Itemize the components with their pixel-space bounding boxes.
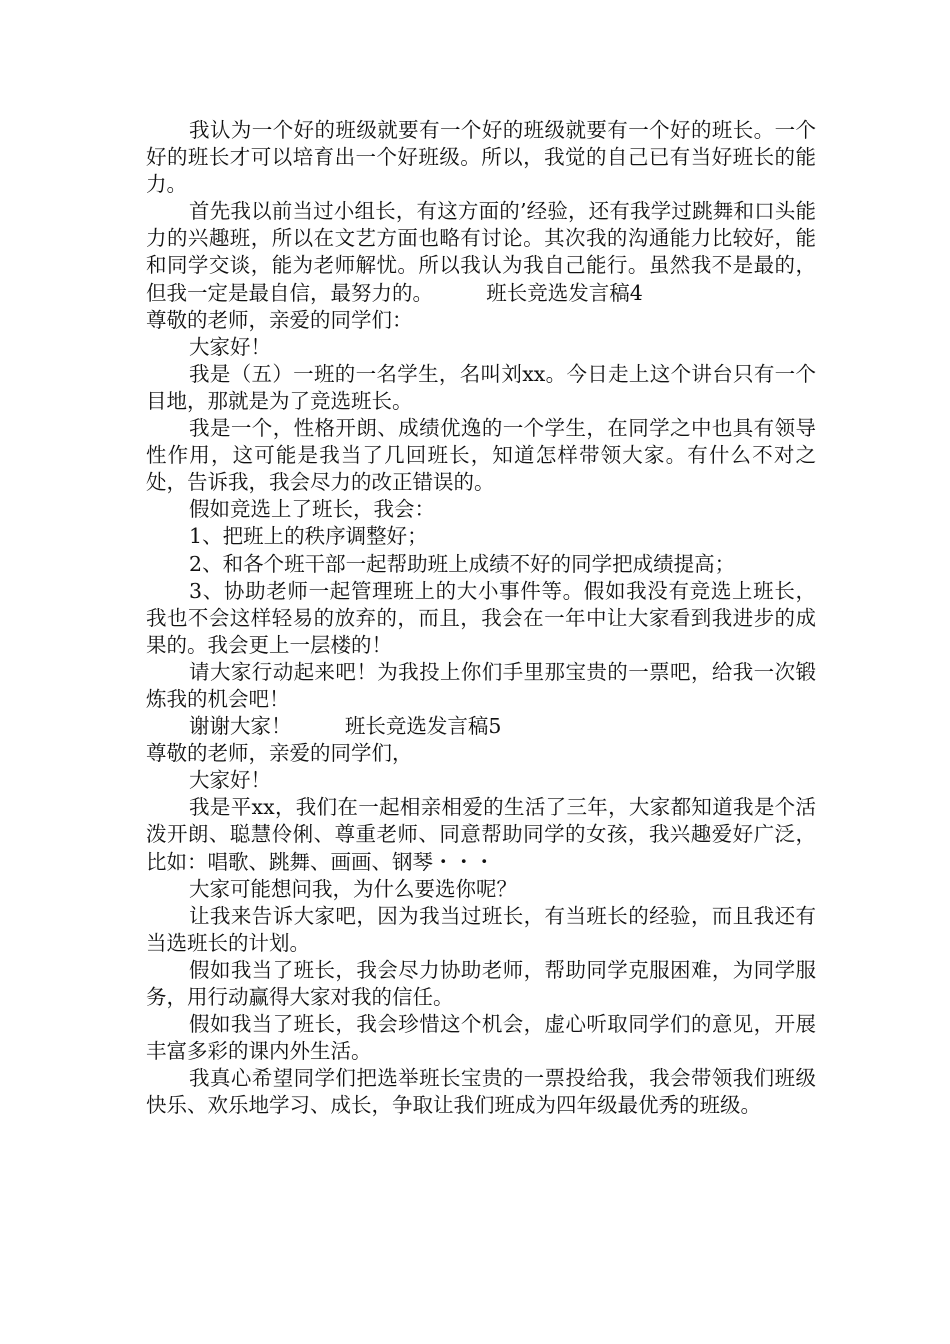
paragraph-19 [146,1011,816,1065]
paragraph-6 [146,415,816,496]
paragraph-text: 1、把班上的秩序调整好； [189,524,428,549]
paragraph-text: 尊敬的老师，亲爱的同学们， [146,741,413,766]
paragraph-text: 谢谢大家！ [189,714,292,739]
salutation-2 [146,740,816,767]
paragraph-text: 大家好！ [189,334,272,359]
paragraph-text: 尊敬的老师，亲爱的同学们： [146,307,413,332]
list-item-1 [146,523,816,550]
greeting-1 [146,334,816,361]
paragraph-12 [146,713,816,740]
paragraph-20 [146,1065,816,1119]
paragraph-text: 3、协助老师一起管理班上的大小事件等。假如我没有竞选上班长，我也不会这样轻易的放弃的，而且，我会在一年中让大家看到我进步的成果的。我会更上一层楼的！ [146,578,816,657]
paragraph-text: 让我来告诉大家吧，因为我当过班长，有当班长的经验，而且我还有当选班长的计划。 [146,903,816,955]
paragraph-text: 我认为一个好的班级就要有一个好的班级就要有一个好的班长。一个好的班长才可以培育出一个好班级。所以，我觉的自己已有当好班长的能力。 [146,118,816,197]
list-item-2 [146,551,816,578]
paragraph-text: 假如竞选上了班长，我会： [189,497,436,522]
paragraph-17 [146,903,816,957]
paragraph-text: 我是平xx，我们在一起相亲相爱的生活了三年，大家都知道我是个活泼开朗、聪慧伶俐、尊重老师、同意帮助同学的女孩，我兴趣爱好广泛，比如：唱歌、跳舞、画画、钢琴・・・ [146,795,816,874]
paragraph-text: 我真心希望同学们把选举班长宝贵的一票投给我，我会带领我们班级快乐、欢乐地学习、成长，争取让我们班成为四年级最优秀的班级。 [146,1066,816,1118]
paragraph-11 [146,659,816,713]
paragraph-2 [146,198,816,306]
paragraph-text: 首先我以前当过小组长，有这方面的’经验，还有我学过跳舞和口头能力的兴趣班，所以在文艺方面也略有讨论。其次我的沟通能力比较好，能和同学交谈，能为老师解忧。所以我认为我自己能行。虽然我不是最的，但我一定是最自信，最努力的。 [146,199,816,305]
paragraph-1 [146,117,816,198]
list-item-3 [146,578,816,659]
paragraph-text: 假如我当了班长，我会珍惜这个机会，虚心听取同学们的意见，开展丰富多彩的课内外生活。 [146,1012,816,1064]
section-heading-4: 班长竞选发言稿4 [486,280,643,305]
section-heading-5: 班长竞选发言稿5 [344,714,502,739]
paragraph-text: 大家可能想问我，为什么要选你呢？ [189,876,518,901]
paragraph-text: 请大家行动起来吧！为我投上你们手里那宝贵的一票吧，给我一次锻炼我的机会吧！ [146,659,816,711]
paragraph-text: 2、和各个班干部一起帮助班上成绩不好的同学把成绩提高； [189,551,736,576]
document-body [146,117,816,1119]
paragraph-text: 大家好！ [189,768,272,793]
paragraph-16 [146,876,816,903]
paragraph-text: 假如我当了班长，我会尽力协助老师，帮助同学克服困难，为同学服务，用行动赢得大家对我的信任。 [146,957,816,1009]
paragraph-18 [146,957,816,1011]
paragraph-15 [146,794,816,875]
paragraph-5 [146,361,816,415]
paragraph-7 [146,496,816,523]
paragraph-text: 我是一个，性格开朗、成绩优逸的一个学生，在同学之中也具有领导性作用，这可能是我当了几回班长，知道怎样带领大家。有什么不对之处，告诉我，我会尽力的改正错误的。 [146,416,816,495]
salutation-1 [146,307,816,334]
greeting-2 [146,767,816,794]
paragraph-text: 我是（五）一班的一名学生，名叫刘xx。今日走上这个讲台只有一个目地，那就是为了竞选班长。 [146,361,816,413]
